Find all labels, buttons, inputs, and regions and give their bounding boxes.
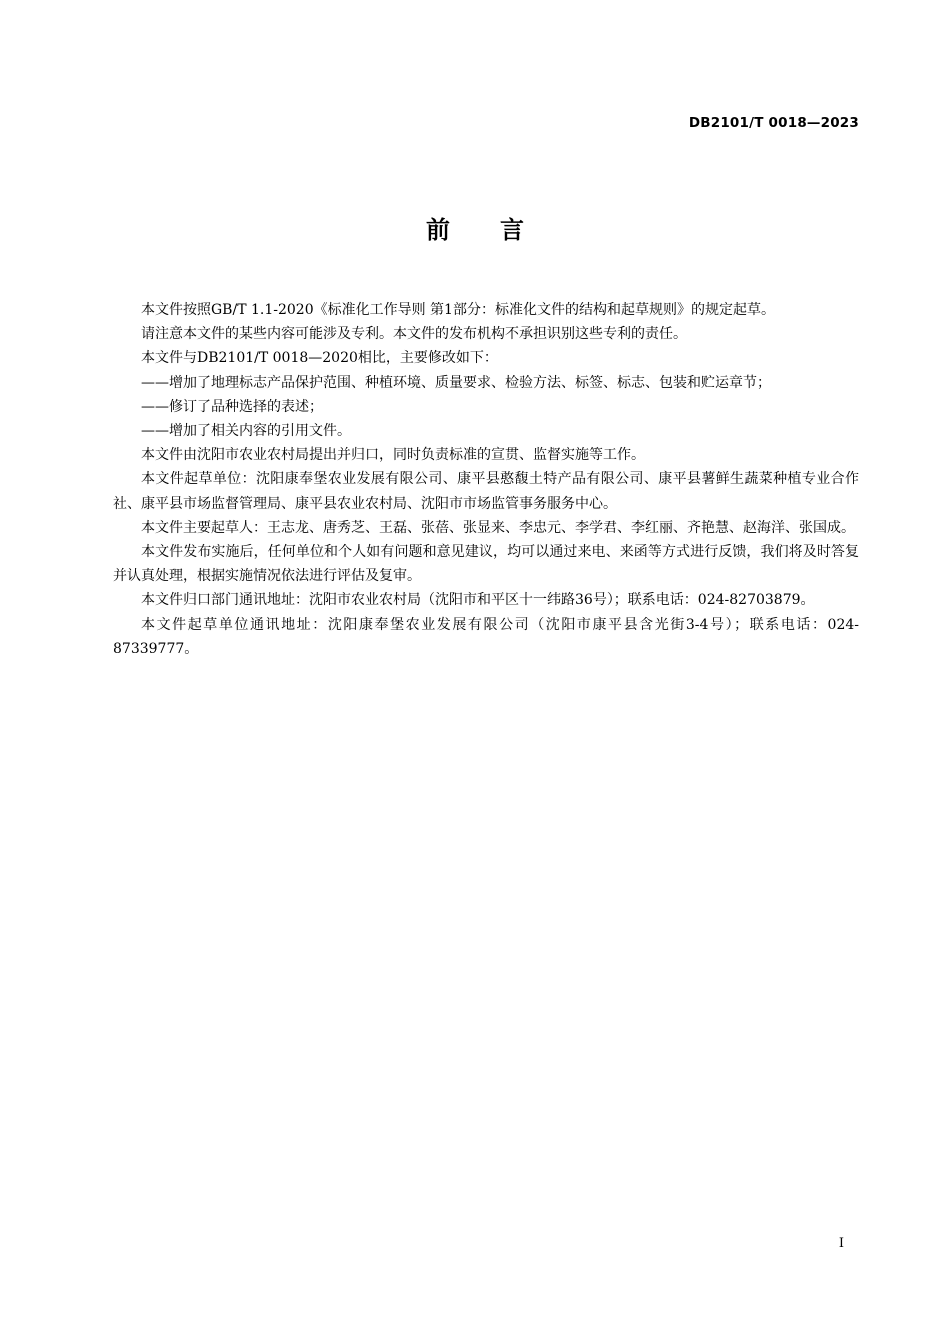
paragraph-drafting-rules: 本文件按照GB/T 1.1-2020《标准化工作导则 第1部分：标准化文件的结构和起草规则》的规定起草。 <box>141 302 775 318</box>
list-item-change: ——增加了地理标志产品保护范围、种植环境、质量要求、检验方法、标签、标志、包装和贮运章节； <box>141 374 771 391</box>
list-item-change: ——增加了相关内容的引用文件。 <box>141 423 351 440</box>
paragraph-drafters: 本文件主要起草人：王志龙、唐秀芝、王磊、张蓓、张显来、李忠元、李学君、李红丽、齐艳慧、赵海洋、张国成。 <box>141 519 855 536</box>
paragraph-drafter-address: 本文件起草单位通讯地址：沈阳康奉堡农业发展有限公司（沈阳市康平县含光街3-4号）；联系电话：024-87339777。 <box>113 616 859 657</box>
paragraph-authority-address: 本文件归口部门通讯地址：沈阳市农业农村局（沈阳市和平区十一纬路36号）；联系电话：024-82703879。 <box>141 592 815 609</box>
paragraph-feedback: 本文件发布实施后，任何单位和个人如有问题和意见建议，均可以通过来电、来函等方式进行反馈，我们将及时答复并认真处理，根据实施情况依法进行评估及复审。 <box>113 544 859 585</box>
paragraph-patent-notice: 请注意本文件的某些内容可能涉及专利。本文件的发布机构不承担识别这些专利的责任。 <box>141 326 687 343</box>
paragraph-changes-intro: 本文件与DB2101/T 0018—2020相比，主要修改如下： <box>141 350 498 367</box>
paragraph-proposer: 本文件由沈阳市农业农村局提出并归口，同时负责标准的宣贯、监督实施等工作。 <box>141 447 645 464</box>
page-number: I <box>838 1236 844 1251</box>
paragraph-drafting-units: 本文件起草单位：沈阳康奉堡农业发展有限公司、康平县憨馥土特产品有限公司、康平县薯鲜生蔬菜种植专业合作社、康平县市场监督管理局、康平县农业农村局、沈阳市市场监管事务服务中心。 <box>113 471 859 512</box>
document-body <box>113 298 859 661</box>
document-code: DB2101/T 0018—2023 <box>688 115 859 131</box>
page-title: 前言 <box>426 216 574 244</box>
list-item-change: ——修订了品种选择的表述； <box>141 398 323 415</box>
